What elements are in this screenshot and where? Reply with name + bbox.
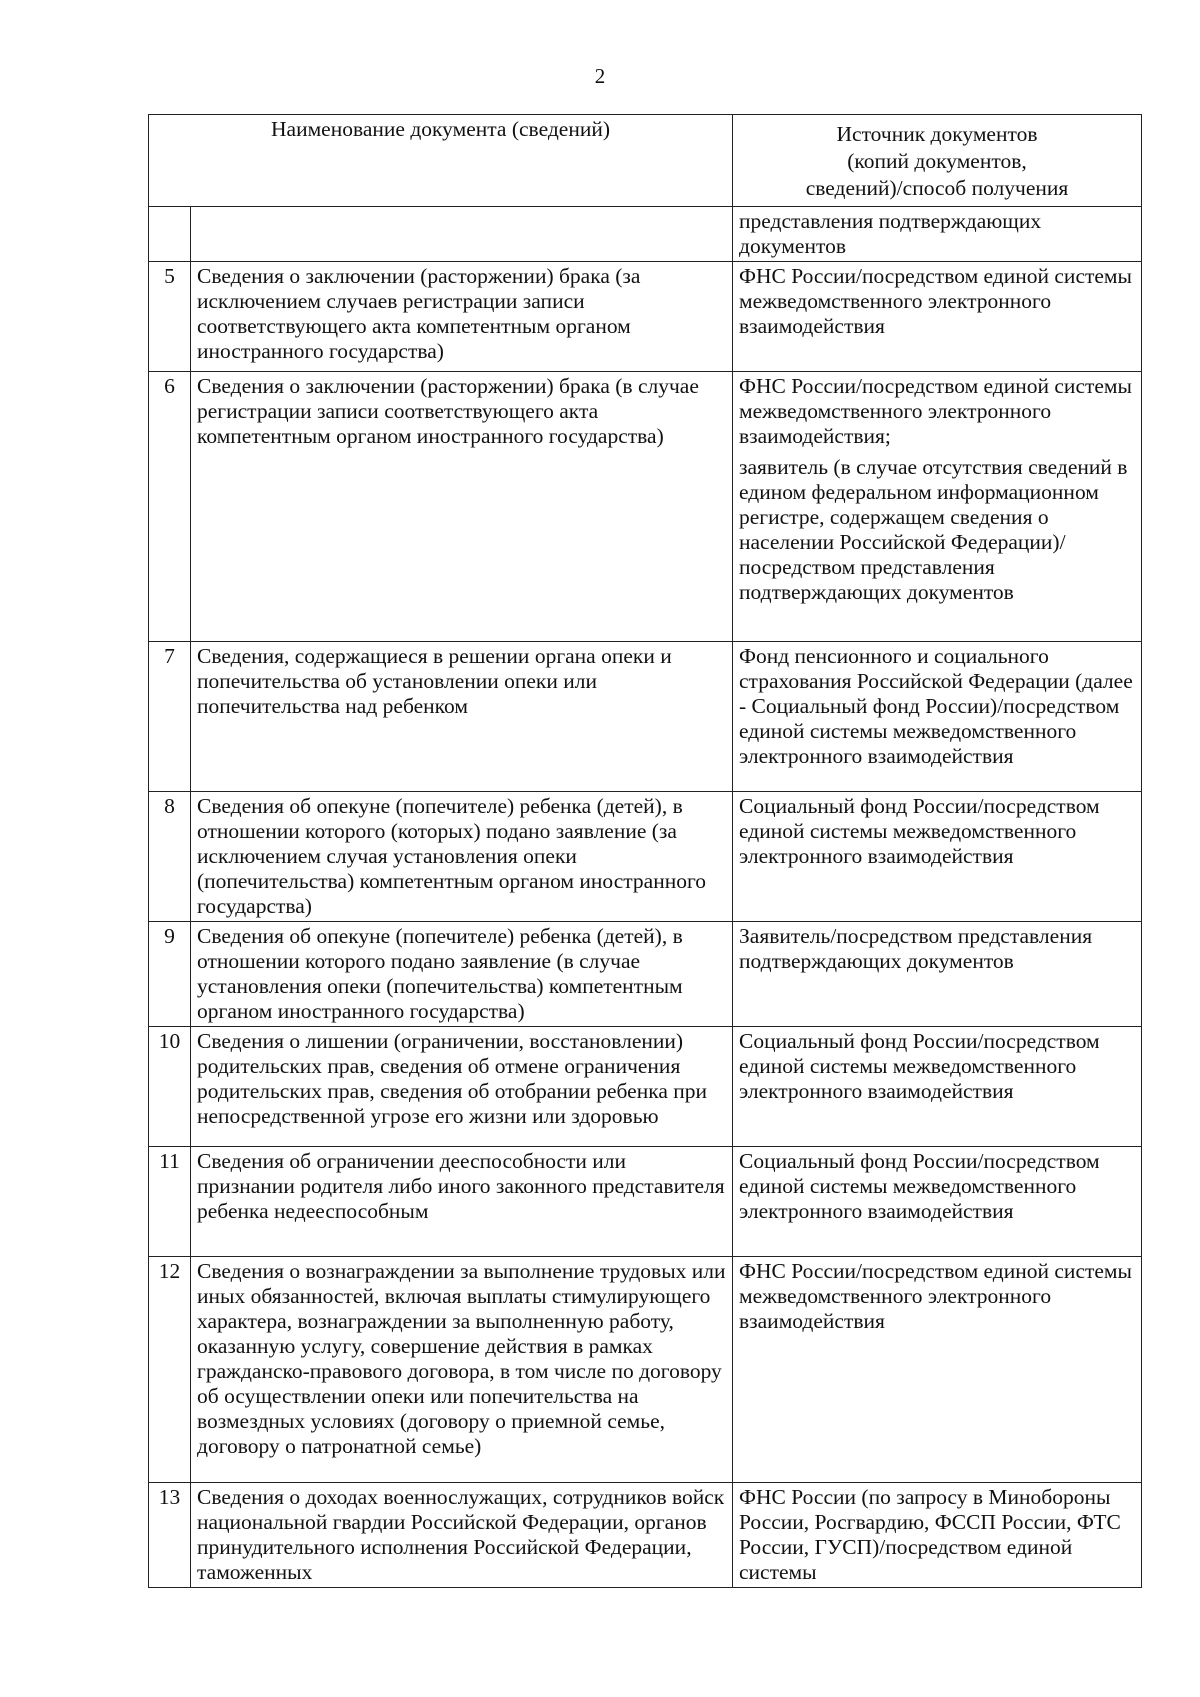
table-row (149, 262, 1142, 372)
row-number: 9 (149, 922, 191, 1027)
row-number: 13 (149, 1483, 191, 1588)
row-number-cell (149, 207, 191, 262)
source-paragraph: Заявитель/посредством представления подтверждающих документов (739, 924, 1093, 973)
document-name: Сведения о заключении (расторжении) брака (в случае регистрации записи соответствующего акта компетентным органом иностранного государства) (191, 372, 733, 642)
header-source-line: (копий документов, (847, 149, 1027, 173)
table-header-row (149, 115, 1142, 207)
document-name: Сведения о лишении (ограничении, восстановлении) родительских прав, сведения об отмене ограничения родительских прав, сведения об отобрании ребенка при непосредственной угрозе его жизни или здоровью (191, 1027, 733, 1147)
source-paragraph: ФНС России/посредством единой системы межведомственного электронного взаимодействия; (739, 374, 1132, 448)
table-row (149, 642, 1142, 792)
document-name: Сведения об опекуне (попечителе) ребенка (детей), в отношении которого (которых) подано заявление (за исключением случая установления опеки (попечительства) компетентным органом иностранного государства) (191, 792, 733, 922)
header-name-column: Наименование документа (сведений) (149, 115, 733, 207)
document-name: Сведения о вознаграждении за выполнение трудовых или иных обязанностей, включая выплаты стимулирующего характера, вознаграждении за выполненную работу, оказанную услугу, совершение действия в рамках гражданско-правового договора, в том числе по договору об осуществлении опеки или попечительства на возмездных условиях (договору о приемной семье, договору о патронатной семье) (191, 1257, 733, 1483)
document-source (733, 922, 1142, 1027)
document-source (733, 1147, 1142, 1257)
header-source-line: сведений)/способ получения (805, 176, 1069, 200)
table-row (149, 372, 1142, 642)
source-paragraph: ФНС России/посредством единой системы межведомственного электронного взаимодействия (739, 1259, 1132, 1333)
table-row (149, 1027, 1142, 1147)
continuation-row (149, 207, 1142, 262)
table-row (149, 922, 1142, 1027)
table-row (149, 792, 1142, 922)
source-paragraph: Социальный фонд России/посредством единой системы межведомственного электронного взаимодействия (739, 794, 1100, 868)
document-source (733, 792, 1142, 922)
page-number: 2 (594, 64, 606, 88)
document-source (733, 1027, 1142, 1147)
document-source (733, 1483, 1142, 1588)
table-row (149, 1147, 1142, 1257)
row-number: 8 (149, 792, 191, 922)
row-number: 11 (149, 1147, 191, 1257)
row-number: 6 (149, 372, 191, 642)
document-name: Сведения, содержащиеся в решении органа опеки и попечительства об установлении опеки или попечительства над ребенком (191, 642, 733, 792)
document-source (733, 372, 1142, 642)
document-name: Сведения о заключении (расторжении) брака (за исключением случаев регистрации записи соответствующего акта компетентным органом иностранного государства) (191, 262, 733, 372)
source-paragraph: Социальный фонд России/посредством единой системы межведомственного электронного взаимодействия (739, 1029, 1100, 1103)
row-number: 7 (149, 642, 191, 792)
document-name-cell (191, 207, 733, 262)
document-source (733, 1257, 1142, 1483)
source-cell: представления подтверждающих документов (733, 207, 1142, 262)
documents-table (148, 114, 1142, 1588)
document-source (733, 262, 1142, 372)
source-paragraph: ФНС России (по запросу в Минобороны России, Росгвардию, ФССП России, ФТС России, ГУСП)/посредством единой системы (739, 1485, 1121, 1584)
document-name: Сведения об опекуне (попечителе) ребенка (детей), в отношении которого подано заявление (в случае установления опеки (попечительства) компетентным органом иностранного государства) (191, 922, 733, 1027)
document-name: Сведения о доходах военнослужащих, сотрудников войск национальной гвардии Российской Федерации, органов принудительного исполнения Российской Федерации, таможенных (191, 1483, 733, 1588)
source-paragraph: заявитель (в случае отсутствия сведений в едином федеральном информационном регистре, содержащем сведения о населении Российской Федерации)/посредством представления подтверждающих документов (739, 455, 1128, 604)
source-paragraph: Фонд пенсионного и социального страхования Российской Федерации (далее - Социальный фонд России)/посредством единой системы межведомственного электронного взаимодействия (739, 644, 1133, 768)
header-source-column (733, 115, 1142, 207)
document-name: Сведения об ограничении дееспособности или признании родителя либо иного законного представителя ребенка недееспособным (191, 1147, 733, 1257)
source-paragraph: ФНС России/посредством единой системы межведомственного электронного взаимодействия (739, 264, 1132, 338)
row-number: 10 (149, 1027, 191, 1147)
row-number: 5 (149, 262, 191, 372)
source-paragraph: Социальный фонд России/посредством единой системы межведомственного электронного взаимодействия (739, 1149, 1100, 1223)
document-source (733, 642, 1142, 792)
table-row (149, 1483, 1142, 1588)
table-row (149, 1257, 1142, 1483)
header-source-line: Источник документов (836, 122, 1038, 146)
row-number: 12 (149, 1257, 191, 1483)
